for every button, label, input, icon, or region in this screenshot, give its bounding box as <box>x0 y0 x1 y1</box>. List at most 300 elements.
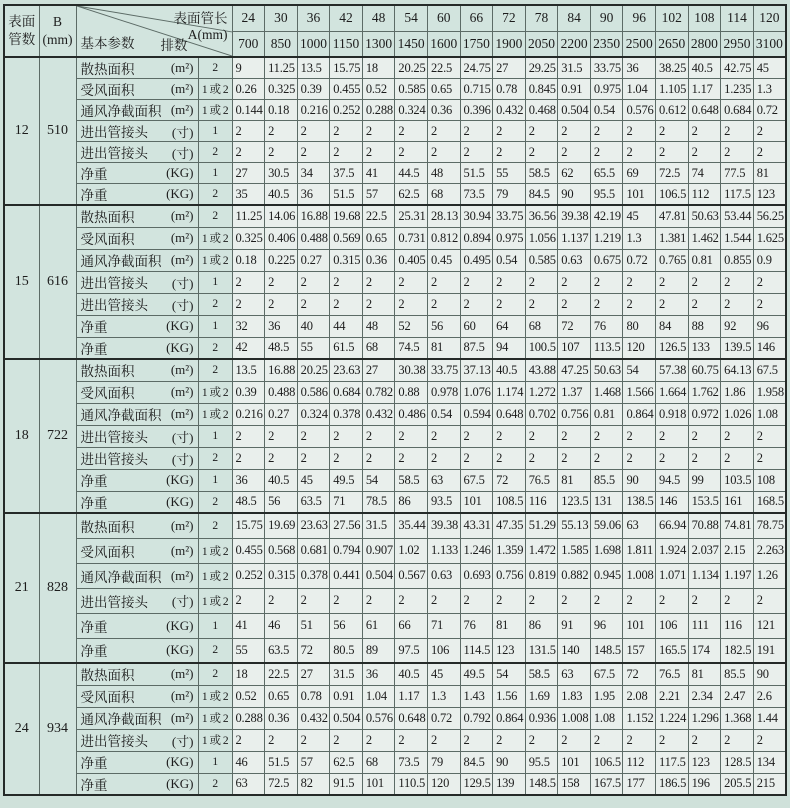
table-row <box>4 447 786 469</box>
col-tube-count: 96 <box>623 5 656 31</box>
data-cell: 46 <box>265 613 298 638</box>
data-cell: 81 <box>493 613 526 638</box>
param-unit: (KG) <box>166 775 194 791</box>
data-cell: 2 <box>525 729 558 751</box>
row-count-cell: 2 <box>198 205 232 227</box>
data-cell: 39.38 <box>558 205 591 227</box>
col-length-mm: 2050 <box>525 31 558 57</box>
data-cell: 0.894 <box>460 227 493 249</box>
data-cell: 2 <box>688 121 721 142</box>
col-length-mm: 1150 <box>330 31 363 57</box>
data-cell: 2 <box>330 729 363 751</box>
data-cell: 117.5 <box>721 184 754 206</box>
data-cell: 2 <box>558 729 591 751</box>
data-cell: 58.5 <box>525 163 558 184</box>
data-cell: 1.368 <box>721 707 754 729</box>
data-cell: 2 <box>232 271 265 293</box>
data-cell: 0.406 <box>265 227 298 249</box>
param-label: 受风面积 <box>80 690 135 705</box>
data-cell: 2 <box>590 271 623 293</box>
param-unit: (m²) <box>170 102 194 117</box>
data-cell: 1.134 <box>688 563 721 588</box>
col-length-mm: 1600 <box>427 31 460 57</box>
data-cell: 1.26 <box>753 563 786 588</box>
param-label-cell <box>76 359 198 381</box>
data-cell: 139.5 <box>721 337 754 359</box>
data-cell: 2 <box>395 293 428 315</box>
table-row <box>4 491 786 513</box>
data-cell: 2 <box>623 121 656 142</box>
data-cell: 2 <box>656 447 689 469</box>
data-cell: 47.81 <box>656 205 689 227</box>
data-cell: 2 <box>297 142 330 163</box>
data-cell: 54 <box>493 663 526 685</box>
data-cell: 54 <box>362 469 395 491</box>
data-cell: 81 <box>558 469 591 491</box>
row-count-cell: 2 <box>198 57 232 79</box>
param-label: 净重 <box>80 474 108 489</box>
param-label-inner <box>81 142 194 162</box>
data-cell: 78.5 <box>362 491 395 513</box>
data-cell: 2 <box>297 293 330 315</box>
data-cell: 68 <box>427 184 460 206</box>
param-label: 进出管接头 <box>80 125 148 140</box>
data-cell: 2 <box>525 271 558 293</box>
data-cell: 0.567 <box>395 563 428 588</box>
data-cell: 69 <box>623 163 656 184</box>
row-count-cell: 1 <box>198 271 232 293</box>
row-count-cell: 1 <box>198 751 232 773</box>
data-cell: 85.5 <box>721 663 754 685</box>
data-cell: 1.04 <box>362 685 395 707</box>
data-cell: 2 <box>395 142 428 163</box>
data-cell: 0.585 <box>525 249 558 271</box>
data-cell: 39.38 <box>427 513 460 538</box>
table-row <box>4 638 786 663</box>
data-cell: 2 <box>362 293 395 315</box>
table-header <box>4 5 786 57</box>
row-count-cell: 1 <box>198 163 232 184</box>
param-label: 进出管接头 <box>80 276 148 291</box>
data-cell: 2 <box>330 142 363 163</box>
data-cell: 2 <box>656 425 689 447</box>
param-label: 进出管接头 <box>80 594 148 610</box>
data-cell: 42 <box>232 337 265 359</box>
param-label-inner <box>81 382 194 402</box>
header-tube-title-line2: 管数 <box>8 32 36 47</box>
data-cell: 0.693 <box>460 563 493 588</box>
data-cell: 1.071 <box>656 563 689 588</box>
data-cell: 2 <box>558 142 591 163</box>
data-cell: 61 <box>362 613 395 638</box>
data-cell: 0.731 <box>395 227 428 249</box>
param-label-inner <box>81 708 194 728</box>
data-cell: 2 <box>721 588 754 613</box>
data-cell: 33.75 <box>427 359 460 381</box>
param-unit: (寸) <box>171 451 194 467</box>
data-cell: 2 <box>265 447 298 469</box>
data-cell: 1.272 <box>525 381 558 403</box>
data-cell: 123 <box>493 638 526 663</box>
data-cell: 60.75 <box>688 359 721 381</box>
table-row <box>4 163 786 184</box>
data-cell: 0.975 <box>590 79 623 100</box>
data-cell: 2 <box>688 425 721 447</box>
col-length-mm: 2650 <box>656 31 689 57</box>
data-cell: 67.5 <box>460 469 493 491</box>
param-label-cell <box>76 707 198 729</box>
data-cell: 0.648 <box>395 707 428 729</box>
data-cell: 1.235 <box>721 79 754 100</box>
data-cell: 2 <box>753 588 786 613</box>
data-cell: 2 <box>427 425 460 447</box>
data-cell: 1.625 <box>753 227 786 249</box>
table-row <box>4 538 786 563</box>
param-unit: (寸) <box>171 733 194 749</box>
spec-table <box>3 4 787 796</box>
data-cell: 2.47 <box>721 685 754 707</box>
param-label-cell <box>76 663 198 685</box>
data-cell: 2 <box>493 588 526 613</box>
data-cell: 74.5 <box>395 337 428 359</box>
param-label: 散热面积 <box>80 519 135 535</box>
data-cell: 0.45 <box>427 249 460 271</box>
data-cell: 58.5 <box>525 663 558 685</box>
data-cell: 51.5 <box>265 751 298 773</box>
data-cell: 0.54 <box>493 249 526 271</box>
data-cell: 1.056 <box>525 227 558 249</box>
row-count-cell: 1 或 2 <box>198 100 232 121</box>
table-row <box>4 100 786 121</box>
data-cell: 0.975 <box>493 227 526 249</box>
data-cell: 0.907 <box>362 538 395 563</box>
data-cell: 0.88 <box>395 381 428 403</box>
data-cell: 0.252 <box>330 100 363 121</box>
group-b-value-cell: 510 <box>39 57 76 205</box>
table-row <box>4 425 786 447</box>
data-cell: 1.811 <box>623 538 656 563</box>
data-cell: 2 <box>297 271 330 293</box>
col-tube-count: 30 <box>265 5 298 31</box>
data-cell: 40.5 <box>493 359 526 381</box>
data-cell: 19.69 <box>265 513 298 538</box>
data-cell: 215 <box>753 773 786 795</box>
param-label-cell <box>76 469 198 491</box>
data-cell: 1.219 <box>590 227 623 249</box>
data-cell: 1.04 <box>623 79 656 100</box>
row-count-cell: 1 或 2 <box>198 729 232 751</box>
param-label-cell <box>76 491 198 513</box>
data-cell: 0.468 <box>525 100 558 121</box>
data-cell: 54 <box>623 359 656 381</box>
data-cell: 0.648 <box>688 100 721 121</box>
data-cell: 133 <box>688 337 721 359</box>
col-length-mm: 1000 <box>297 31 330 57</box>
data-cell: 87.5 <box>460 337 493 359</box>
data-cell: 1.133 <box>427 538 460 563</box>
data-cell: 2 <box>330 588 363 613</box>
data-cell: 1.43 <box>460 685 493 707</box>
data-cell: 2.34 <box>688 685 721 707</box>
data-cell: 27 <box>232 163 265 184</box>
data-cell: 0.586 <box>297 381 330 403</box>
data-cell: 2 <box>330 447 363 469</box>
data-cell: 2 <box>493 447 526 469</box>
data-cell: 2 <box>623 271 656 293</box>
data-cell: 0.18 <box>265 100 298 121</box>
data-cell: 40.5 <box>265 469 298 491</box>
col-length-mm: 2200 <box>558 31 591 57</box>
data-cell: 1.08 <box>753 403 786 425</box>
data-cell: 2 <box>297 121 330 142</box>
data-cell: 40.5 <box>688 57 721 79</box>
data-cell: 36 <box>232 469 265 491</box>
data-cell: 0.65 <box>265 685 298 707</box>
data-cell: 22.5 <box>265 663 298 685</box>
data-cell: 1.698 <box>590 538 623 563</box>
data-cell: 2 <box>656 293 689 315</box>
data-cell: 2 <box>460 425 493 447</box>
data-cell: 90 <box>558 184 591 206</box>
table-row <box>4 184 786 206</box>
data-cell: 92 <box>721 315 754 337</box>
data-cell: 2 <box>265 142 298 163</box>
data-cell: 2.15 <box>721 538 754 563</box>
data-cell: 2 <box>460 142 493 163</box>
data-cell: 79 <box>427 751 460 773</box>
param-label-cell <box>76 447 198 469</box>
data-cell: 1.56 <box>493 685 526 707</box>
data-cell: 2 <box>330 293 363 315</box>
data-cell: 128.5 <box>721 751 754 773</box>
table-row <box>4 663 786 685</box>
header-tube-title-line1: 表面 <box>8 13 36 29</box>
data-cell: 57 <box>297 751 330 773</box>
data-cell: 0.702 <box>525 403 558 425</box>
data-cell: 56 <box>265 491 298 513</box>
data-cell: 36 <box>623 57 656 79</box>
header-basic-params-label: 基本参数 <box>80 36 135 51</box>
data-cell: 2 <box>330 271 363 293</box>
data-cell: 0.681 <box>297 538 330 563</box>
data-cell: 2 <box>688 271 721 293</box>
data-cell: 157 <box>623 638 656 663</box>
data-cell: 67.5 <box>590 663 623 685</box>
data-cell: 2 <box>460 271 493 293</box>
data-cell: 36 <box>297 184 330 206</box>
data-cell: 0.855 <box>721 249 754 271</box>
data-cell: 2 <box>232 293 265 315</box>
row-count-cell: 1 <box>198 425 232 447</box>
data-cell: 0.39 <box>297 79 330 100</box>
data-cell: 2 <box>493 142 526 163</box>
param-label-inner <box>81 752 194 772</box>
param-label: 受风面积 <box>80 232 135 247</box>
data-cell: 0.72 <box>427 707 460 729</box>
row-count-cell: 1 或 2 <box>198 538 232 563</box>
data-cell: 44 <box>330 315 363 337</box>
data-cell: 80.5 <box>330 638 363 663</box>
data-cell: 61.5 <box>330 337 363 359</box>
param-label-cell <box>76 513 198 538</box>
data-cell: 0.54 <box>427 403 460 425</box>
data-cell: 51 <box>297 613 330 638</box>
data-cell: 2 <box>395 588 428 613</box>
param-label-cell <box>76 563 198 588</box>
data-cell: 131.5 <box>525 638 558 663</box>
param-label-cell <box>76 403 198 425</box>
data-cell: 138.5 <box>623 491 656 513</box>
header-a-mm-label: A(mm) <box>187 27 228 42</box>
data-cell: 134 <box>753 751 786 773</box>
data-cell: 71 <box>427 613 460 638</box>
header-b-title-line2: (mm) <box>42 32 73 47</box>
data-cell: 55 <box>297 337 330 359</box>
data-cell: 2 <box>265 729 298 751</box>
data-cell: 0.568 <box>265 538 298 563</box>
data-cell: 2 <box>427 271 460 293</box>
data-cell: 182.5 <box>721 638 754 663</box>
param-unit: (m²) <box>170 60 194 75</box>
data-cell: 63.5 <box>265 638 298 663</box>
data-cell: 0.812 <box>427 227 460 249</box>
table-row <box>4 293 786 315</box>
data-cell: 2 <box>460 588 493 613</box>
data-cell: 2 <box>558 425 591 447</box>
data-cell: 2 <box>753 271 786 293</box>
col-tube-count: 72 <box>493 5 526 31</box>
data-cell: 0.396 <box>460 100 493 121</box>
data-cell: 90 <box>493 751 526 773</box>
data-cell: 0.315 <box>330 249 363 271</box>
data-cell: 88 <box>688 315 721 337</box>
col-length-mm: 2350 <box>590 31 623 57</box>
param-label: 净重 <box>80 495 108 511</box>
param-label: 进出管接头 <box>80 452 148 467</box>
param-label-cell <box>76 271 198 293</box>
data-cell: 40 <box>297 315 330 337</box>
row-count-cell: 1 或 2 <box>198 227 232 249</box>
param-label: 散热面积 <box>80 668 135 684</box>
data-cell: 18 <box>232 663 265 685</box>
data-cell: 77.5 <box>721 163 754 184</box>
data-cell: 15.75 <box>232 513 265 538</box>
data-cell: 153.5 <box>688 491 721 513</box>
data-cell: 49.5 <box>330 469 363 491</box>
data-cell: 0.324 <box>395 100 428 121</box>
data-cell: 1.17 <box>395 685 428 707</box>
data-cell: 2 <box>753 729 786 751</box>
data-cell: 123.5 <box>558 491 591 513</box>
param-unit: (m²) <box>170 230 194 245</box>
group-tube-count-cell: 21 <box>4 513 39 663</box>
data-cell: 2 <box>297 729 330 751</box>
data-cell: 63 <box>558 663 591 685</box>
data-cell: 41 <box>362 163 395 184</box>
data-cell: 80 <box>623 315 656 337</box>
col-tube-count: 66 <box>460 5 493 31</box>
data-cell: 76 <box>460 613 493 638</box>
data-cell: 0.52 <box>232 685 265 707</box>
data-cell: 0.63 <box>558 249 591 271</box>
param-label-cell <box>76 315 198 337</box>
param-label-inner <box>81 566 194 586</box>
data-cell: 86 <box>395 491 428 513</box>
data-cell: 0.216 <box>232 403 265 425</box>
data-cell: 0.675 <box>590 249 623 271</box>
data-cell: 1.02 <box>395 538 428 563</box>
col-length-mm: 700 <box>232 31 265 57</box>
data-cell: 106 <box>427 638 460 663</box>
data-cell: 148.5 <box>590 638 623 663</box>
data-cell: 2 <box>558 121 591 142</box>
param-label-cell <box>76 163 198 184</box>
param-label-inner <box>81 338 194 358</box>
col-tube-count: 102 <box>656 5 689 31</box>
data-cell: 205.5 <box>721 773 754 795</box>
data-cell: 2.263 <box>753 538 786 563</box>
param-label: 净重 <box>80 777 108 793</box>
param-label-cell <box>76 685 198 707</box>
data-cell: 0.488 <box>265 381 298 403</box>
param-label-inner <box>81 730 194 750</box>
data-cell: 114.5 <box>460 638 493 663</box>
data-cell: 90 <box>753 663 786 685</box>
data-cell: 1.359 <box>493 538 526 563</box>
param-label: 净重 <box>80 167 108 182</box>
data-cell: 0.81 <box>590 403 623 425</box>
data-cell: 14.06 <box>265 205 298 227</box>
param-unit: (m²) <box>170 208 194 224</box>
param-unit: (寸) <box>171 145 194 161</box>
data-cell: 120 <box>427 773 460 795</box>
data-cell: 1.174 <box>493 381 526 403</box>
param-label-inner <box>81 250 194 270</box>
data-cell: 2 <box>753 425 786 447</box>
row-count-cell: 1 <box>198 315 232 337</box>
data-cell: 2 <box>753 447 786 469</box>
data-cell: 91 <box>558 613 591 638</box>
data-cell: 0.864 <box>493 707 526 729</box>
data-cell: 78.75 <box>753 513 786 538</box>
data-cell: 2 <box>232 142 265 163</box>
data-cell: 30.94 <box>460 205 493 227</box>
data-cell: 93.5 <box>427 491 460 513</box>
data-cell: 1.95 <box>590 685 623 707</box>
data-cell: 46 <box>232 751 265 773</box>
data-cell: 1.008 <box>623 563 656 588</box>
row-count-cell: 2 <box>198 337 232 359</box>
data-cell: 72 <box>493 469 526 491</box>
param-label-cell <box>76 227 198 249</box>
data-cell: 1.468 <box>590 381 623 403</box>
data-cell: 0.918 <box>656 403 689 425</box>
row-count-cell: 2 <box>198 142 232 163</box>
data-cell: 0.9 <box>753 249 786 271</box>
data-cell: 0.288 <box>232 707 265 729</box>
data-cell: 0.72 <box>753 100 786 121</box>
data-cell: 2 <box>623 729 656 751</box>
data-cell: 86 <box>525 613 558 638</box>
data-cell: 68 <box>362 337 395 359</box>
data-cell: 2 <box>753 293 786 315</box>
data-cell: 0.936 <box>525 707 558 729</box>
data-cell: 0.325 <box>232 227 265 249</box>
data-cell: 2 <box>721 142 754 163</box>
data-cell: 94.5 <box>656 469 689 491</box>
data-cell: 196 <box>688 773 721 795</box>
col-length-mm: 2950 <box>721 31 754 57</box>
